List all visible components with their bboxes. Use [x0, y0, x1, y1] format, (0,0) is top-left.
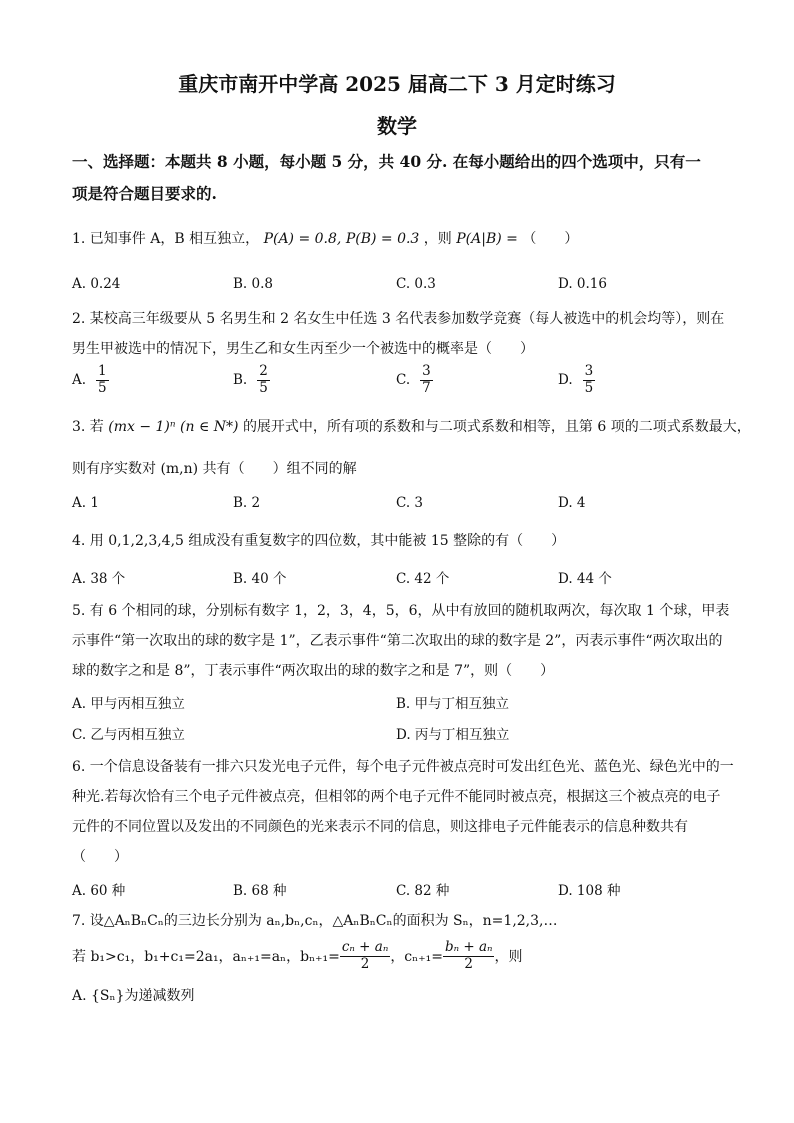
q1-text-b: ，则 [423, 231, 452, 247]
q2-option-a [72, 364, 109, 396]
fraction-numerator: 2 [259, 363, 268, 379]
q2-option-a-fraction [96, 364, 109, 396]
q3-text-a: 3. 若 [72, 419, 104, 435]
q2-option-b [233, 364, 270, 396]
q7-fraction-2 [443, 940, 495, 972]
question-2-line2: 男生甲被选中的情况下，男生乙和女生丙至少一个被选中的概率是（ ） [72, 341, 534, 357]
question-6-line3: 元件的不同位置以及发出的不同颜色的光来表示不同的信息，则这排电子元件能表示的信息种数共有 [72, 819, 688, 835]
question-2-line1: 2. 某校高三年级要从 5 名男生和 2 名女生中任选 3 名代表参加数学竞赛（每人被选中的机会均等），则在 [72, 311, 725, 327]
q1-option-c: C. 0.3 [396, 276, 436, 292]
page-title: 重庆市南开中学高 2025 届高二下 3 月定时练习 [178, 72, 616, 96]
q4-option-d: D. 44 个 [558, 571, 612, 587]
q7-fraction-1 [340, 940, 390, 972]
q2-option-c [396, 364, 433, 396]
question-6-line2: 种光.若每次恰有三个电子元件被点亮，但相邻的两个电子元件不能同时被点亮，根据这三个被点亮的电子 [72, 789, 721, 805]
question-3-line2: 则有序实数对 (m,n) 共有（ ）组不同的解 [72, 461, 357, 477]
q4-option-c: C. 42 个 [396, 571, 450, 587]
fraction-numerator: bₙ + aₙ [444, 939, 493, 955]
q3-option-a: A. 1 [72, 495, 99, 511]
q5-option-a: A. 甲与丙相互独立 [72, 696, 185, 712]
fraction-numerator: 3 [584, 363, 594, 379]
q7-text-b: ，cₙ₊₁= [390, 949, 443, 966]
fraction-denominator: 7 [422, 379, 431, 396]
subject-title: 数学 [377, 114, 417, 138]
q6-option-c: C. 82 种 [396, 883, 450, 899]
question-3-line1 [72, 416, 751, 436]
q4-option-b: B. 40 个 [233, 571, 287, 587]
q2-option-b-label: B. [233, 372, 248, 389]
fraction-numerator: cₙ + aₙ [341, 939, 389, 955]
q2-option-a-label: A. [72, 372, 87, 389]
q7-option-a: A. {Sₙ}为递减数列 [72, 988, 195, 1004]
question-5-line3: 球的数字之和是 8”，丁表示事件“两次取出的球的数字之和是 7”，则（ ） [72, 663, 555, 679]
q6-option-d: D. 108 种 [558, 883, 621, 899]
question-4-line1: 4. 用 0,1,2,3,4,5 组成没有重复数字的四位数，其中能被 15 整除的有（ ） [72, 533, 566, 549]
q1-option-b: B. 0.8 [233, 276, 273, 292]
q5-option-c: C. 乙与丙相互独立 [72, 727, 185, 743]
section-heading-line1: 一、选择题：本题共 8 小题，每小题 5 分，共 40 分. 在每小题给出的四个选项中，只有一 [72, 152, 701, 171]
q4-option-a: A. 38 个 [72, 571, 126, 587]
section-heading-line2: 项是符合题目要求的. [72, 184, 217, 203]
q3-option-c: C. 3 [396, 495, 424, 511]
q1-text-a: 1. 已知事件 A，B 相互独立， [72, 231, 260, 247]
question-6-line4: （ ） [72, 849, 128, 865]
q1-paren: （ ） [522, 231, 579, 247]
fraction-denominator: 2 [360, 955, 370, 972]
q1-formula-2: P(A|B) = [456, 231, 518, 247]
q2-option-d-fraction [583, 364, 596, 396]
q1-option-a: A. 0.24 [72, 276, 121, 292]
fraction-numerator: 3 [422, 363, 431, 379]
q3-formula: (mx − 1)ⁿ (n ∈ N*) [108, 419, 239, 435]
q1-formula: P(A) = 0.8, P(B) = 0.3 [263, 231, 420, 247]
q6-option-a: A. 60 种 [72, 883, 126, 899]
question-1-stem [72, 228, 578, 248]
q1-option-d: D. 0.16 [558, 276, 607, 292]
q2-option-c-label: C. [396, 372, 411, 389]
q6-option-b: B. 68 种 [233, 883, 287, 899]
q7-text-c: ，则 [494, 949, 523, 966]
question-5-line1: 5. 有 6 个相同的球，分别标有数字 1，2，3，4，5，6，从中有放回的随机取两次，每次取 1 个球，甲表 [72, 603, 730, 619]
question-7-line1: 7. 设△AₙBₙCₙ的三边长分别为 aₙ,bₙ,cₙ，△AₙBₙCₙ的面积为 Sₙ，n=1,2,3,… [72, 913, 558, 929]
q3-option-d: D. 4 [558, 495, 586, 511]
fraction-denominator: 5 [259, 379, 268, 396]
fraction-denominator: 5 [584, 379, 594, 396]
fraction-denominator: 2 [464, 955, 474, 972]
q3-option-b: B. 2 [233, 495, 261, 511]
q5-option-b: B. 甲与丁相互独立 [396, 696, 510, 712]
q3-text-b: 的展开式中，所有项的系数和与二项式系数和相等，且第 6 项的二项式系数最大， [242, 419, 751, 435]
q2-option-c-fraction [420, 364, 433, 396]
q2-option-d-label: D. [558, 372, 573, 389]
question-6-line1: 6. 一个信息设备装有一排六只发光电子元件，每个电子元件被点亮时可发出红色光、蓝色光、绿色光中的一 [72, 759, 734, 775]
q7-text-a: 若 b₁>c₁，b₁+c₁=2a₁，aₙ₊₁=aₙ，bₙ₊₁= [72, 949, 340, 966]
q5-option-d: D. 丙与丁相互独立 [396, 727, 510, 743]
question-5-line2: 示事件“第一次取出的球的数字是 1”，乙表示事件“第二次取出的球的数字是 2”，丙表示事件“两次取出的 [72, 633, 723, 649]
q2-option-d [558, 364, 595, 396]
fraction-numerator: 1 [98, 363, 107, 379]
question-7-line2 [72, 940, 522, 972]
q2-option-b-fraction [257, 364, 270, 396]
fraction-denominator: 5 [98, 379, 107, 396]
